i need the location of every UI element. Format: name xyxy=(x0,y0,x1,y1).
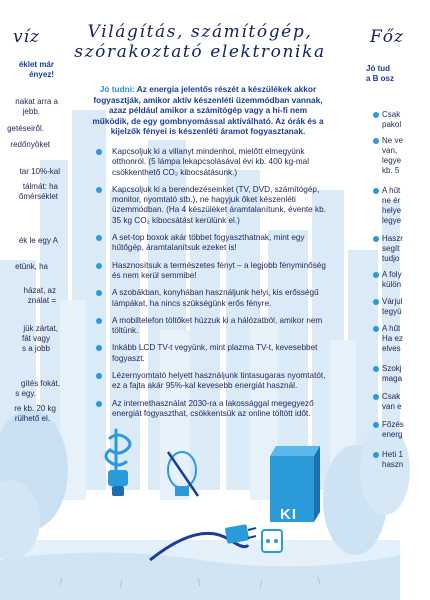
right-column-fragment: maga xyxy=(382,374,403,383)
right-column-fragment: a B osz xyxy=(366,74,395,83)
switch-off-label: KI xyxy=(280,506,297,523)
bullet-dot-icon xyxy=(96,187,102,193)
bullet-dot-icon xyxy=(96,290,102,296)
right-column-fragment: Szokj xyxy=(382,364,402,373)
bullet-dot-icon xyxy=(373,394,379,400)
tip-item xyxy=(96,316,328,337)
tip-item xyxy=(96,399,328,420)
tip-item xyxy=(96,371,328,392)
left-column-fragment: tar 10%-kal xyxy=(19,167,60,176)
right-column-fragment: Főzés xyxy=(382,420,404,429)
bullet-dot-icon xyxy=(96,263,102,269)
tip-text: A mobiltelefon töltőket húzzuk ki a hálózatból, amikor nem töltünk. xyxy=(112,315,323,336)
right-column-fragment: segít xyxy=(382,244,400,253)
right-column-fragment: Várjul xyxy=(382,297,403,306)
tip-item xyxy=(96,147,328,178)
tip-text: Az internethasználat 2030-ra a lakossággal megegyező energiát fogyaszthat, csökkentsük az online töltött időt. xyxy=(112,398,314,418)
tree-left-illustration xyxy=(0,410,68,560)
left-column-fragment: redőnyöket xyxy=(10,140,50,149)
right-column-fragment: Csak xyxy=(382,392,401,401)
right-column-fragment: A hűt xyxy=(382,186,401,195)
left-column-fragment: s a jobb xyxy=(21,344,50,353)
page-title-line1: Világítás, számítógép, xyxy=(87,22,313,42)
tip-item xyxy=(96,185,328,226)
bullet-dot-icon xyxy=(373,138,379,144)
right-column-fragment: legye xyxy=(382,156,402,165)
left-column-fragment: ználat = xyxy=(27,296,56,305)
bullet-dot-icon xyxy=(96,318,102,324)
right-column-fragment: helye xyxy=(382,206,402,215)
right-column-fragment: energ xyxy=(382,430,403,439)
left-column-fragment: ényez! xyxy=(29,70,54,79)
socket-icon xyxy=(262,530,282,552)
bullet-dot-icon xyxy=(373,236,379,242)
bullet-dot-icon xyxy=(96,235,102,241)
right-column-fragment: tegyü xyxy=(382,307,402,316)
bullet-dot-icon xyxy=(373,272,379,278)
bullet-dot-icon xyxy=(96,149,102,155)
tip-item xyxy=(96,343,328,364)
tip-text: Lézernyomtató helyett használjunk tintasugaras nyomtatót, ez a fajta akár 95%-kal kevesebb energiát használ. xyxy=(112,371,326,391)
bullet-dot-icon xyxy=(373,299,379,305)
right-column-fragment: külön xyxy=(382,280,402,289)
right-column-fragment: Csak xyxy=(382,110,401,119)
bullet-dot-icon xyxy=(373,422,379,428)
tip-text: A szobákban, konyhában használjunk helyi, kis erősségű lámpákat, ha nincs szükségünk erős fényre. xyxy=(112,288,319,308)
right-column-fragment: Ne ve xyxy=(382,136,403,145)
right-column-fragment: Heti 1 xyxy=(382,450,403,459)
bullet-dot-icon xyxy=(373,188,379,194)
left-column-fragment: éklet már xyxy=(18,60,54,69)
bullet-dot-icon xyxy=(373,326,379,332)
right-column-fragment: tudjo xyxy=(382,254,400,263)
right-column-fragment: pakol xyxy=(382,120,402,129)
bullet-dot-icon xyxy=(373,366,379,372)
intro-text: Az energia jelentős részét a készülékek akkor fogyasztják, amikor aktív készenléti üzemmódban vannak, azaz például amikor a számítógép vagy a hi-fi nem működik, de egy gombnyomással aktiválható. Az órák és a kijelzők fényei is készenléti áramot fogyasztanak. xyxy=(92,84,324,136)
tip-item xyxy=(96,288,328,309)
right-column-fragment: ne ér xyxy=(382,196,401,205)
tip-text: A set-top boxok akár többet fogyaszthatnak, mint egy hűtőgép, áramtalanítsuk ezeket is! xyxy=(112,233,305,253)
tips-list xyxy=(96,147,328,426)
right-column-fragment: legye xyxy=(382,216,402,225)
right-column-fragment: Haszr xyxy=(382,234,403,243)
right-column-fragment: kb. 5 xyxy=(382,166,400,175)
tip-text: Kapcsoljuk ki a villanyt mindenhol, mielőtt elmegyünk otthonról. (5 lámpa lekapcsolásával évi kb. 400 kg-mal csökkenthető CO₂ kibocsátásunk.) xyxy=(112,147,310,177)
left-column-fragment: nakat arra a xyxy=(15,97,58,106)
right-column-fragment: elves xyxy=(382,344,401,353)
bullet-dot-icon xyxy=(373,452,379,458)
bullet-dot-icon xyxy=(96,345,102,351)
left-column-fragment: gítés fokát, xyxy=(20,379,60,388)
right-column-fragment: Ha ez xyxy=(382,334,403,343)
tip-item xyxy=(96,233,328,254)
left-column-fragment: ék le egy A xyxy=(18,236,58,245)
left-column-fragment: jebb. xyxy=(22,107,40,116)
right-column-fragment: van, xyxy=(382,146,398,155)
left-column-title: víz xyxy=(13,27,40,47)
left-column-fragment: re kb. 20 kg xyxy=(14,404,56,413)
tip-text: Inkább LCD TV-t vegyünk, mint plazma TV-t, kevesebbet fogyaszt. xyxy=(112,343,318,363)
page-title xyxy=(0,22,400,62)
left-column-fragment: getéseiről. xyxy=(7,124,44,133)
bullet-dot-icon xyxy=(96,373,102,379)
left-column-fragment: etünk, ha xyxy=(15,262,48,271)
bullet-dot-icon xyxy=(373,112,379,118)
right-column-fragment: haszn xyxy=(382,460,404,469)
left-column-fragment: fát vagy xyxy=(21,334,50,343)
intro-paragraph xyxy=(92,84,324,137)
bullet-dot-icon xyxy=(96,401,102,407)
left-column-fragment: jük zártat, xyxy=(23,324,58,333)
left-column-fragment: s egy. xyxy=(15,389,36,398)
left-column-fragment: tálmát: ha xyxy=(22,182,58,191)
right-column-fragment: A foly xyxy=(382,270,402,279)
right-column-title: Főz xyxy=(370,27,404,47)
tip-text: Hasznosítsuk a természetes fényt – a legjobb fényminőség és nem kerül semmibe! xyxy=(112,260,326,280)
right-column-fragment: van e xyxy=(382,402,402,411)
left-column-fragment: házat, az xyxy=(23,286,56,295)
left-column-fragment: rülhető el. xyxy=(14,414,50,423)
tip-item xyxy=(96,261,328,282)
right-column-fragment: Jó tud xyxy=(366,64,390,73)
page-title-line2: szórakoztató elektronika xyxy=(74,42,326,62)
right-column-fragment: A hűt xyxy=(382,324,401,333)
tip-text: Kapcsoljuk ki a berendezéseinket (TV, DVD, számítógép, monitor, nyomtató stb.), ne hagyjuk őket készenléti üzemmódban. (Ha 4 készüléket áramtalanítunk, évente kb. 35 kg CO₂ kibocsátást kerülünk el.) xyxy=(112,184,326,225)
left-column-fragment: őmérséklet xyxy=(18,192,58,201)
intro-lead: Jó tudni: xyxy=(99,84,135,94)
